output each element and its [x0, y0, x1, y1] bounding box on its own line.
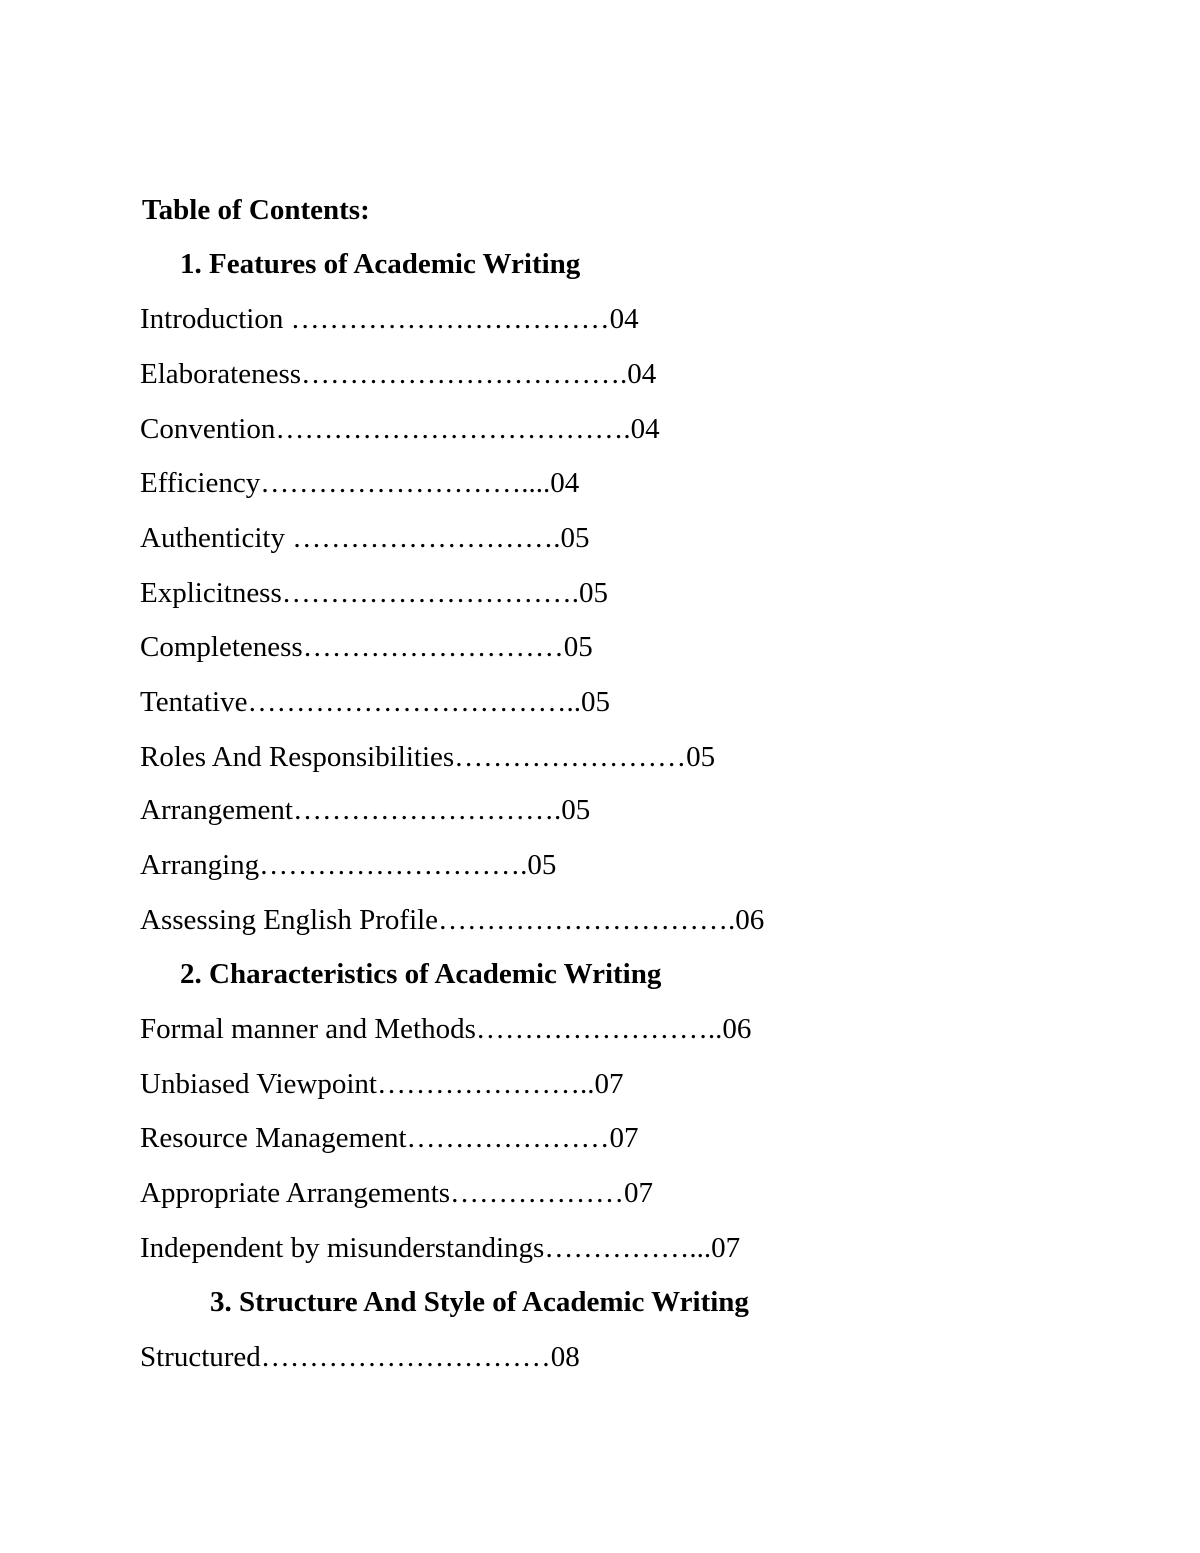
- toc-entry: Completeness………………………05: [140, 631, 593, 663]
- toc-entry: Tentative……………………………..05: [140, 686, 610, 718]
- toc-entry: Independent by misunderstandings……………...07: [140, 1232, 741, 1264]
- section-heading-3: 3. Structure And Style of Academic Writing: [210, 1286, 749, 1318]
- toc-entry: Structured…………………………08: [140, 1341, 580, 1373]
- toc-entry: Authenticity ……………………….05: [140, 522, 590, 554]
- toc-entry: Appropriate Arrangements………………07: [140, 1177, 654, 1209]
- toc-entry: Explicitness………………………….05: [140, 577, 609, 609]
- toc-entry: Arrangement……………………….05: [140, 794, 591, 826]
- section-heading-2: 2. Characteristics of Academic Writing: [180, 958, 662, 990]
- toc-title: Table of Contents:: [142, 194, 370, 226]
- toc-entry: Assessing English Profile………………………….06: [140, 904, 765, 936]
- section-heading-1: 1. Features of Academic Writing: [180, 248, 581, 280]
- toc-entry: Elaborateness…………………………….04: [140, 358, 657, 390]
- toc-entry: Introduction ……………………………04: [140, 303, 639, 335]
- toc-entry: Resource Management…………………07: [140, 1122, 639, 1154]
- toc-entry: Efficiency………………………....04: [140, 467, 580, 499]
- toc-entry: Arranging……………………….05: [140, 849, 557, 881]
- toc-entry: Convention……………………………….04: [140, 413, 660, 445]
- toc-entry: Formal manner and Methods……………………..06: [140, 1013, 752, 1045]
- toc-entry: Unbiased Viewpoint…………………..07: [140, 1068, 624, 1100]
- toc-entry: Roles And Responsibilities……………………05: [140, 741, 716, 773]
